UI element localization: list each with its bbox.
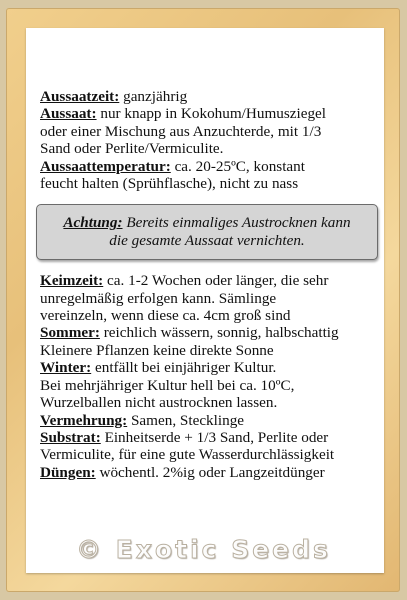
substrat-text-1: Einheitserde + 1/3 Sand, Perlite oder (100, 428, 329, 446)
warning-label: Achtung: (63, 214, 123, 232)
copyright-watermark: © Exotic Seeds (76, 535, 331, 564)
sommer-label: Sommer: (40, 324, 100, 342)
winter-line-2: Bei mehrjähriger Kultur hell bei ca. 10ºC, (40, 376, 295, 394)
care-instructions (40, 88, 380, 481)
sommer-line-2: Kleinere Pflanzen keine direkte Sonne (40, 341, 274, 359)
aussaattemperatur-text-1: ca. 20-25ºC, konstant (170, 157, 305, 175)
duengen-label: Düngen: (40, 463, 96, 481)
aussaatzeit-line (40, 88, 380, 105)
warning-line-2: die gesamte Aussaat vernichten. (109, 231, 305, 249)
sommer-line-1 (40, 324, 380, 341)
vermehrung-label: Vermehrung: (40, 411, 128, 429)
aussaat-text-1: nur knapp in Kokohum/Humusziegel (96, 105, 327, 123)
aussaattemperatur-line-1 (40, 158, 380, 175)
aussaat-line-1 (40, 105, 380, 122)
aussaat-label: Aussaat: (40, 105, 97, 123)
winter-line-3: Wurzelballen nicht austrocknen lassen. (40, 394, 278, 412)
vermehrung-text: Samen, Stecklinge (127, 411, 245, 429)
substrat-line-2: Vermiculite, für eine gute Wasserdurchlässigkeit (40, 446, 335, 464)
warning-line-1 (41, 214, 373, 231)
keimzeit-line-2: unregelmäßig erfolgen kann. Sämlinge (40, 289, 277, 307)
winter-line-1 (40, 359, 380, 376)
warning-text-1: Bereits einmaliges Austrocknen kann (122, 214, 351, 232)
keimzeit-line-3: vereinzeln, wenn diese ca. 4cm groß sind (40, 307, 291, 325)
aussaatzeit-text: ganzjährig (119, 88, 188, 105)
substrat-line-1 (40, 429, 380, 446)
aussaat-line-3: Sand oder Perlite/Vermiculite. (40, 140, 224, 158)
duengen-line (40, 464, 380, 481)
aussaatzeit-label: Aussaatzeit: (40, 88, 120, 105)
aussaattemperatur-line-2: feucht halten (Sprühflasche), nicht zu nass (40, 175, 299, 193)
sommer-text-1: reichlich wässern, sonnig, halbschattig (99, 324, 339, 342)
winter-label: Winter: (40, 359, 92, 377)
substrat-label: Substrat: (40, 428, 101, 446)
warning-box (36, 204, 378, 260)
keimzeit-text-1: ca. 1-2 Wochen oder länger, die sehr (103, 272, 329, 290)
winter-text-1: entfällt bei einjähriger Kultur. (91, 359, 277, 377)
keimzeit-label: Keimzeit: (40, 272, 104, 290)
aussaattemperatur-label: Aussaattemperatur: (40, 157, 171, 175)
duengen-text: wöchentl. 2%ig oder Langzeitdünger (95, 463, 325, 481)
vermehrung-line (40, 412, 380, 429)
keimzeit-line-1 (40, 272, 380, 289)
aussaat-line-2: oder einer Mischung aus Anzuchterde, mit 1/3 (40, 122, 322, 140)
